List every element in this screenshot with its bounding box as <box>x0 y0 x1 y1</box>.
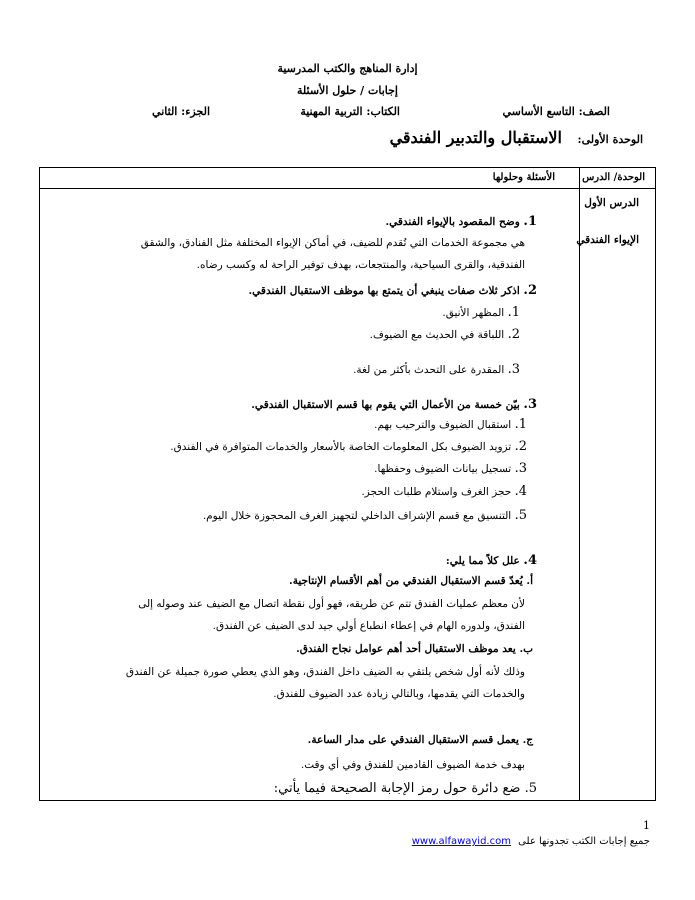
q4a-answer-line2: الفندق، ولدوره الهام في إعطاء انطباع أولي جيد لدى الضيف عن الفندق. <box>212 620 525 632</box>
q4c-answer-line1: بهدف خدمة الضيوف القادمين للفندق وفي أي وقت. <box>300 759 525 771</box>
q4-number: 4. <box>523 553 537 568</box>
q5-number: 5. <box>524 781 537 796</box>
q4a-letter: أ. <box>526 575 533 587</box>
header-grade: الصف: التاسع الأساسي <box>502 105 610 118</box>
header-part: الجزء: الثاني <box>152 105 210 118</box>
lesson-number: الدرس الأول <box>584 197 639 209</box>
unit-label: الوحدة الأولى: <box>577 133 643 146</box>
q4c-question: يعمل قسم الاستقبال الفندقي على مدار الساعة. <box>307 734 519 746</box>
q1-answer-line2: الفندقية، والقرى السياحية، والمنتجعات، بهدف توفير الراحة له وكسب رضاه. <box>196 259 525 271</box>
q3-item-1: 1. استقبال الضيوف والترحيب بهم. <box>374 417 527 432</box>
column-divider <box>579 168 580 800</box>
q2-number: 2. <box>523 283 537 298</box>
q3-item-3: 3. تسجيل بيانات الضيوف وحفظها. <box>374 461 527 476</box>
q4-row <box>446 553 537 568</box>
q3-item-2: 2. تزويد الضيوف بكل المعلومات الخاصة بالأسعار والخدمات المتوافرة في الفندق. <box>170 439 527 454</box>
q3-row <box>251 397 537 412</box>
q1-row <box>385 214 537 229</box>
q4b-question: يعد موظف الاستقبال أحد أهم عوامل نجاح الفندق. <box>296 643 516 655</box>
q2-item-2: 2. اللباقة في الحديث مع الضيوف. <box>369 327 520 342</box>
q4b-row <box>296 643 533 655</box>
q1-number: 1. <box>523 214 537 229</box>
q1-question: وضح المقصود بالإيواء الفندقي. <box>385 216 520 228</box>
header-subtitle: إجابات / حلول الأسئلة <box>296 84 398 97</box>
footer-website-link[interactable]: www.alfawayid.com <box>411 836 511 847</box>
q3-number: 3. <box>523 397 537 412</box>
q4b-answer-line2: والخدمات التي يقدمها، وبالتالي زيادة عدد الضيوف للفندق. <box>273 688 525 700</box>
q4a-question: يُعدّ قسم الاستقبال الفندقي من أهم الأقسام الإنتاجية. <box>289 575 523 587</box>
header-book: الكتاب: التربية المهنية <box>300 105 400 118</box>
column-header-questions: الأسئلة وحلولها <box>492 172 555 183</box>
column-header-lesson: الوحدة/ الدرس <box>582 172 645 183</box>
footer-text: جميع إجابات الكتب تجدونها على <box>518 836 650 847</box>
header-directorate: إدارة المناهج والكتب المدرسية <box>277 62 418 75</box>
q1-answer-line1: هي مجموعة الخدمات التي تُقدم للضيف، في أماكن الإيواء المختلفة مثل الفنادق، والشقق <box>140 237 525 249</box>
q3-item-4: 4. حجز الغرف واستلام طلبات الحجز. <box>361 484 527 499</box>
q5-row <box>274 781 537 796</box>
q2-question: اذكر ثلاث صفات ينبغي أن يتمتع بها موظف الاستقبال الفندقي. <box>248 285 520 297</box>
q2-row <box>249 283 537 298</box>
q3-item-5: 5. التنسيق مع قسم الإشراف الداخلي لتجهيز الغرف المحجوزة خلال اليوم. <box>202 508 527 523</box>
q4c-letter: ج. <box>522 734 533 746</box>
unit-heading <box>390 128 643 147</box>
q3-question: بيّن خمسة من الأعمال التي يقوم بها قسم الاستقبال الفندقي. <box>251 399 520 411</box>
q5-question: ضع دائرة حول رمز الإجابة الصحيحة فيما يأتي: <box>273 781 521 796</box>
unit-title: الاستقبال والتدبير الفندقي <box>389 128 562 147</box>
q4b-letter: ب. <box>519 643 533 655</box>
lesson-title: الإيواء الفندقي <box>576 234 639 246</box>
page-number: 1 <box>643 819 650 832</box>
q4b-answer-line1: وذلك لأنه أول شخص يلتقي به الضيف داخل الفندق، وهو الذي يعطي صورة جميلة عن الفندق <box>125 666 525 678</box>
q2-item-3: 3. المقدرة على التحدث بأكثر من لغة. <box>353 362 520 377</box>
q4a-row <box>289 575 533 587</box>
header-row-divider <box>40 188 655 189</box>
q4c-row <box>308 734 533 746</box>
q4-question: علل كلاً مما يلي: <box>445 555 520 567</box>
footer-note <box>412 836 650 847</box>
q4a-answer-line1: لأن معظم عمليات الفندق تتم عن طريقه، فهو أول نقطة اتصال مع الضيف عند وصوله إلى <box>138 598 525 610</box>
q2-item-1: 1. المظهر الأنيق. <box>442 305 520 320</box>
